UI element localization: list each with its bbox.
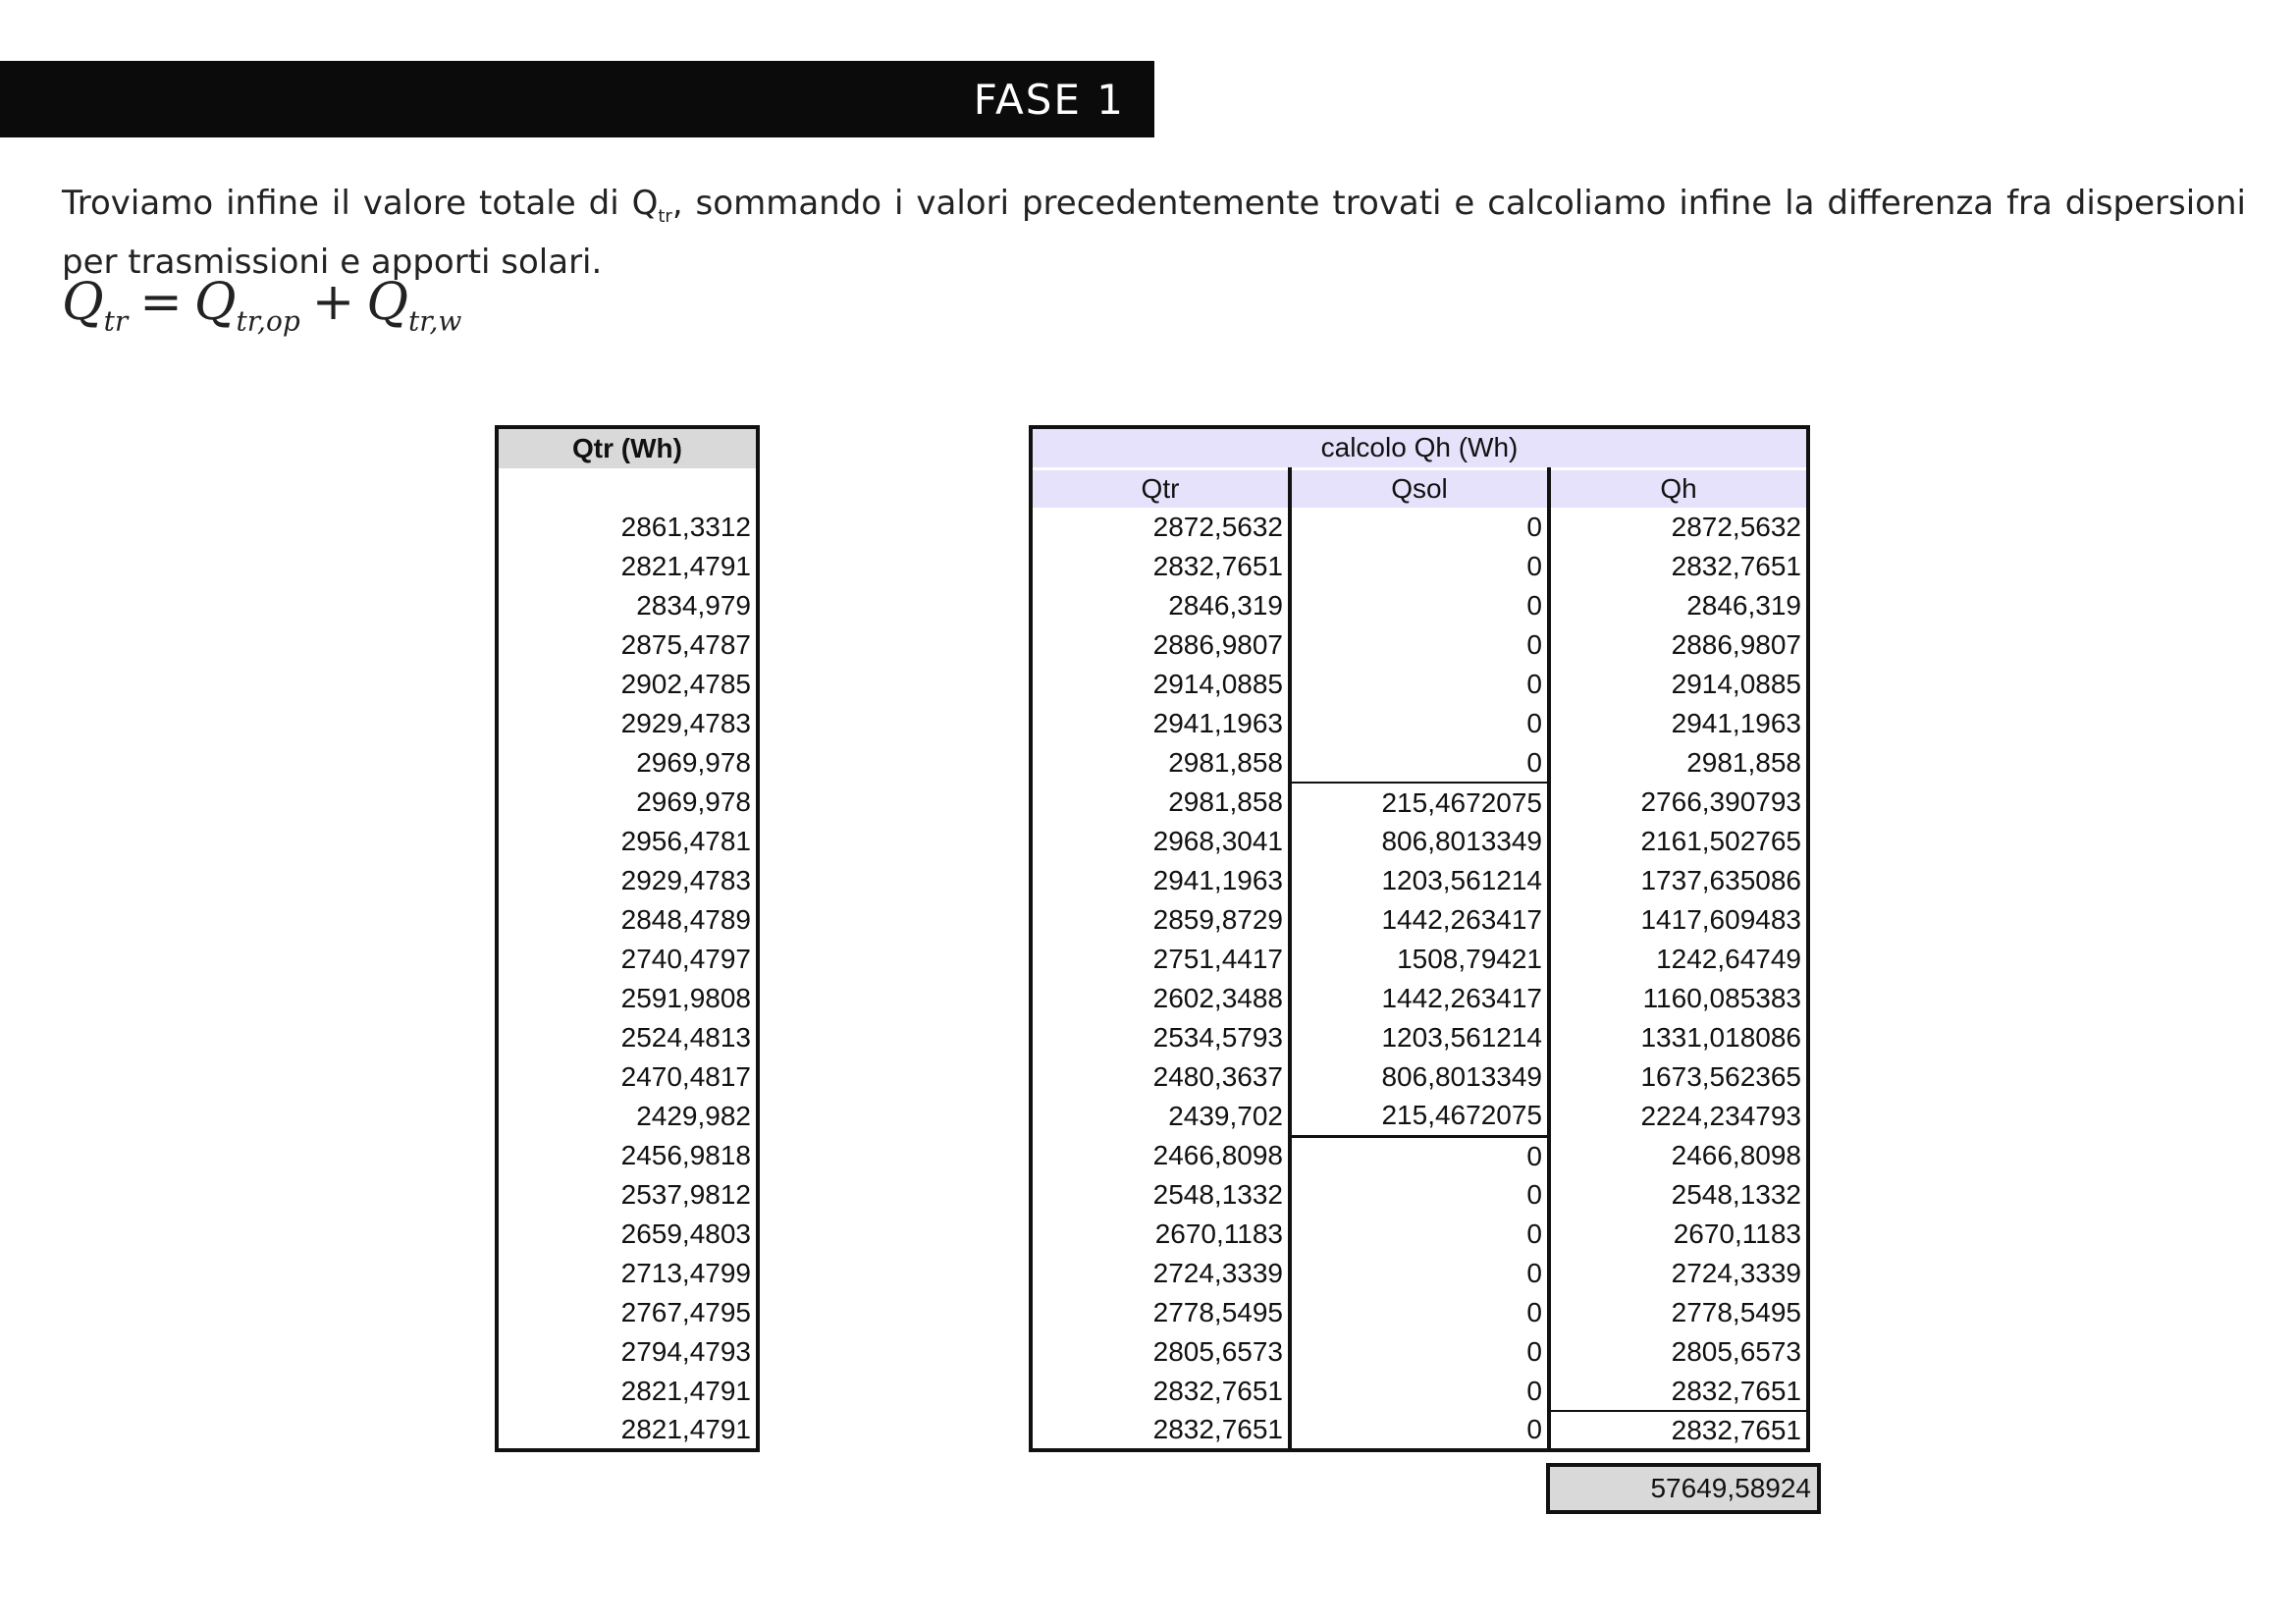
qtr-cell: 2591,9808	[620, 983, 751, 1013]
qsol-cell: 1203,561214	[1290, 861, 1549, 900]
table-row	[1031, 625, 1808, 665]
table-row	[497, 1057, 758, 1097]
formula-term2-sub: tr,w	[407, 304, 462, 338]
table-row	[497, 665, 758, 704]
qtr-cell: 2534,5793	[1031, 1018, 1290, 1057]
qh-cell: 2914,0885	[1671, 669, 1801, 699]
qh-cell: 2224,234793	[1640, 1101, 1801, 1131]
qh-cell: 2981,858	[1686, 747, 1801, 778]
qh-cell: 1737,635086	[1640, 865, 1801, 895]
qtr-cell: 2821,4791	[620, 1376, 751, 1406]
qtr-cell: 2470,4817	[620, 1061, 751, 1092]
qh-col-qtr: Qtr	[1031, 468, 1290, 508]
qh-cell: 2886,9807	[1671, 629, 1801, 660]
intro-text-end: , sommando i valori precedentemente trovati e calcoliamo infine la differenza fra dispersioni per trasmissioni e apporti solari.	[62, 184, 2246, 282]
qtr-cell: 2981,858	[1031, 783, 1290, 822]
formula-term1: Q	[193, 273, 237, 332]
table-row	[497, 1332, 758, 1372]
qh-cell: 2846,319	[1686, 590, 1801, 621]
qtr-cell: 2778,5495	[1031, 1293, 1290, 1332]
table-row	[1031, 1293, 1808, 1332]
qtr-cell: 2969,978	[636, 747, 751, 778]
table-row	[1031, 1097, 1808, 1136]
table-row	[1031, 822, 1808, 861]
qh-cell: 1417,609483	[1640, 904, 1801, 935]
qtr-cell: 2751,4417	[1031, 940, 1290, 979]
qtr-cell: 2724,3339	[1031, 1254, 1290, 1293]
qh-table	[1029, 425, 1810, 1452]
qtr-cell: 2968,3041	[1031, 822, 1290, 861]
table-row	[497, 1372, 758, 1411]
table-row	[497, 743, 758, 783]
qh-cell: 2778,5495	[1671, 1297, 1801, 1327]
formula-term2: Q	[366, 273, 408, 332]
qsol-cell: 0	[1290, 625, 1549, 665]
qtr-cell: 2456,9818	[620, 1140, 751, 1170]
qsol-cell: 0	[1290, 1372, 1549, 1411]
qtr-cell: 2981,858	[1031, 743, 1290, 783]
qtr-cell: 2740,4797	[620, 944, 751, 974]
qh-cell: 2832,7651	[1549, 1411, 1808, 1450]
intro-paragraph	[62, 181, 2246, 285]
table-row	[1031, 743, 1808, 783]
qsol-cell: 0	[1290, 1411, 1549, 1450]
table-row	[1031, 1411, 1808, 1450]
qh-total: 57649,58924	[1546, 1463, 1821, 1514]
table-row	[497, 861, 758, 900]
qtr-cell: 2859,8729	[1031, 900, 1290, 940]
table-row	[497, 1136, 758, 1175]
table-row	[497, 1411, 758, 1450]
qtr-cell: 2941,1963	[1031, 861, 1290, 900]
table-row	[497, 1254, 758, 1293]
qtr-cell: 2805,6573	[1031, 1332, 1290, 1372]
qh-cell: 2161,502765	[1640, 826, 1801, 856]
qsol-cell: 0	[1290, 1136, 1549, 1175]
table-row	[497, 1175, 758, 1215]
table-row	[497, 783, 758, 822]
table-row	[497, 940, 758, 979]
qsol-cell: 1442,263417	[1290, 979, 1549, 1018]
qtr-cell: 2941,1963	[1031, 704, 1290, 743]
qtr-cell: 2602,3488	[1031, 979, 1290, 1018]
qtr-cell: 2548,1332	[1031, 1175, 1290, 1215]
table-row	[497, 1293, 758, 1332]
qh-table-title: calcolo Qh (Wh)	[1031, 427, 1808, 468]
qtr-cell: 2670,1183	[1031, 1215, 1290, 1254]
qh-cell: 2724,3339	[1671, 1258, 1801, 1288]
qsol-cell: 0	[1290, 1293, 1549, 1332]
table-row	[1031, 547, 1808, 586]
qh-cell: 1331,018086	[1640, 1022, 1801, 1053]
qtr-cell: 2832,7651	[1031, 1411, 1290, 1450]
qtr-cell: 2872,5632	[1031, 508, 1290, 547]
qtr-cell: 2821,4791	[620, 1414, 751, 1444]
qtr-cell: 2969,978	[636, 786, 751, 817]
qsol-cell: 1508,79421	[1290, 940, 1549, 979]
qtr-cell: 2832,7651	[1031, 1372, 1290, 1411]
table-row	[1031, 704, 1808, 743]
qsol-cell: 215,4672075	[1290, 1097, 1549, 1136]
formula-equals: =	[139, 273, 183, 332]
qh-cell: 2670,1183	[1673, 1218, 1801, 1249]
qh-cell: 2832,7651	[1671, 1375, 1801, 1406]
table-row	[1031, 861, 1808, 900]
qsol-cell: 1203,561214	[1290, 1018, 1549, 1057]
qh-cell: 2832,7651	[1671, 551, 1801, 581]
qsol-cell: 0	[1290, 1254, 1549, 1293]
qh-cell: 2548,1332	[1671, 1179, 1801, 1210]
table-row	[497, 704, 758, 743]
qtr-cell: 2846,319	[1031, 586, 1290, 625]
qtr-cell: 2832,7651	[1031, 547, 1290, 586]
intro-text-start: Troviamo infine il valore totale di Q	[62, 184, 659, 223]
formula-plus: +	[311, 273, 355, 332]
table-row	[1031, 508, 1808, 547]
table-row	[1031, 900, 1808, 940]
table-row	[1031, 979, 1808, 1018]
qh-col-qsol: Qsol	[1290, 468, 1549, 508]
section-header	[0, 61, 1154, 137]
intro-subscript: tr	[658, 205, 672, 227]
table-row	[1031, 940, 1808, 979]
qtr-cell: 2524,4813	[620, 1022, 751, 1053]
qtr-cell: 2439,702	[1031, 1097, 1290, 1136]
qsol-cell: 0	[1290, 586, 1549, 625]
table-row	[497, 547, 758, 586]
table-row	[1031, 665, 1808, 704]
qtr-table-spacer	[497, 468, 758, 508]
qtr-cell: 2480,3637	[1031, 1057, 1290, 1097]
qtr-cell: 2794,4793	[620, 1336, 751, 1367]
qh-cell: 2466,8098	[1671, 1140, 1801, 1170]
qsol-cell: 806,8013349	[1290, 1057, 1549, 1097]
table-row	[1031, 586, 1808, 625]
table-row	[497, 508, 758, 547]
table-row	[1031, 1332, 1808, 1372]
table-row	[1031, 1057, 1808, 1097]
qtr-cell: 2902,4785	[620, 669, 751, 699]
qtr-cell: 2861,3312	[620, 512, 751, 542]
table-row	[497, 625, 758, 665]
qtr-cell: 2537,9812	[620, 1179, 751, 1210]
qh-cell: 2805,6573	[1671, 1336, 1801, 1367]
qtr-cell: 2834,979	[636, 590, 751, 621]
qtr-cell: 2886,9807	[1031, 625, 1290, 665]
qh-cell: 2941,1963	[1671, 708, 1801, 738]
table-row	[1031, 1372, 1808, 1411]
qh-col-qh: Qh	[1549, 468, 1808, 508]
table-row	[497, 1018, 758, 1057]
qtr-table-body	[497, 468, 758, 1450]
table-row	[497, 979, 758, 1018]
qsol-cell: 0	[1290, 665, 1549, 704]
qh-cell: 1673,562365	[1640, 1061, 1801, 1092]
qsol-cell: 0	[1290, 1175, 1549, 1215]
qtr-cell: 2914,0885	[1031, 665, 1290, 704]
qh-cell: 2766,390793	[1640, 786, 1801, 817]
formula-lhs-sub: tr	[103, 304, 129, 338]
qsol-cell: 806,8013349	[1290, 822, 1549, 861]
qtr-cell: 2821,4791	[620, 551, 751, 581]
table-row	[497, 900, 758, 940]
formula-lhs: Q	[62, 273, 104, 332]
qsol-cell: 0	[1290, 743, 1549, 783]
formula	[62, 273, 461, 337]
qtr-cell: 2929,4783	[620, 865, 751, 895]
formula-term1-sub: tr,op	[236, 304, 300, 338]
section-title: FASE 1	[973, 75, 1125, 124]
qtr-cell: 2429,982	[636, 1101, 751, 1131]
qh-table-body	[1031, 508, 1808, 1450]
table-row	[1031, 1018, 1808, 1057]
table-row	[497, 822, 758, 861]
qsol-cell: 1442,263417	[1290, 900, 1549, 940]
qsol-cell: 215,4672075	[1290, 783, 1549, 822]
qtr-cell: 2956,4781	[620, 826, 751, 856]
qtr-cell: 2659,4803	[620, 1218, 751, 1249]
table-row	[497, 1097, 758, 1136]
table-row	[1031, 1215, 1808, 1254]
qsol-cell: 0	[1290, 1215, 1549, 1254]
qtr-cell: 2875,4787	[620, 629, 751, 660]
qsol-cell: 0	[1290, 547, 1549, 586]
table-row	[1031, 1136, 1808, 1175]
table-row	[1031, 783, 1808, 822]
table-row	[1031, 1175, 1808, 1215]
qh-cell: 1160,085383	[1642, 983, 1801, 1013]
qtr-cell: 2848,4789	[620, 904, 751, 935]
qtr-cell: 2767,4795	[620, 1297, 751, 1327]
qh-cell: 2872,5632	[1671, 512, 1801, 542]
qsol-cell: 0	[1290, 704, 1549, 743]
qtr-cell: 2929,4783	[620, 708, 751, 738]
table-row	[497, 1215, 758, 1254]
qtr-table-header: Qtr (Wh)	[497, 427, 758, 468]
qh-cell: 1242,64749	[1656, 944, 1801, 974]
table-row	[1031, 1254, 1808, 1293]
qtr-cell: 2466,8098	[1031, 1136, 1290, 1175]
table-row	[497, 586, 758, 625]
qtr-cell: 2713,4799	[620, 1258, 751, 1288]
qtr-table	[495, 425, 760, 1452]
qsol-cell: 0	[1290, 508, 1549, 547]
qsol-cell: 0	[1290, 1332, 1549, 1372]
